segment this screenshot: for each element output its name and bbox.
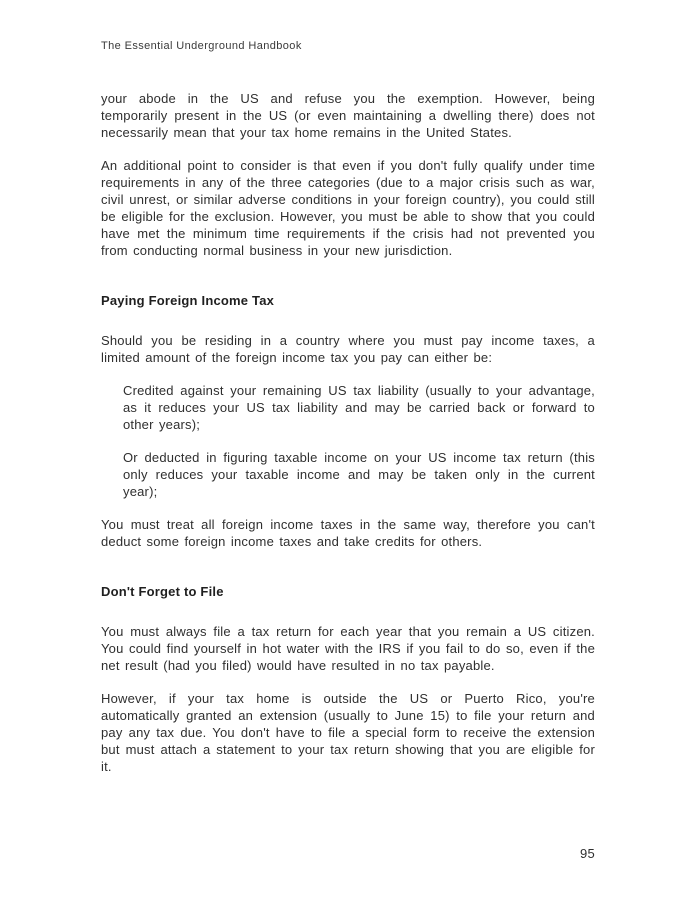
- paragraph: Should you be residing in a country where you must pay income taxes, a limited amount of the foreign income tax you pay can either be:: [101, 333, 595, 365]
- running-header: The Essential Underground Handbook: [101, 40, 302, 52]
- paragraph: An additional point to consider is that even if you don't fully qualify under time requirements in any of the three categories (due to a major crisis such as war, civil unrest, or similar adverse conditions in your foreign country), you could still be eligible for the exclusion. However, you must be able to show that you could have met the minimum time requirements if the crisis had not prevented you from conducting normal business in your new jurisdiction.: [101, 158, 595, 258]
- indented-paragraph: Credited against your remaining US tax liability (usually to your advantage, as it reduces your US tax liability and may be carried back or forward to other years);: [123, 383, 595, 432]
- section-heading-paying-foreign-income-tax: Paying Foreign Income Tax: [101, 293, 275, 308]
- paragraph: You must treat all foreign income taxes in the same way, therefore you can't deduct some foreign income taxes and take credits for others.: [101, 517, 595, 549]
- paragraph: However, if your tax home is outside the US or Puerto Rico, you're automatically granted an extension (usually to June 15) to file your return and pay any tax due. You don't have to file a special form to receive the extension but must attach a statement to your tax return showing that you are eligible for it.: [101, 691, 595, 774]
- page-number: 95: [579, 846, 595, 861]
- section-heading-dont-forget-to-file: Don't Forget to File: [101, 584, 224, 599]
- indented-paragraph: Or deducted in figuring taxable income on your US income tax return (this only reduces your taxable income and may be taken only in the current year);: [123, 450, 595, 499]
- paragraph: your abode in the US and refuse you the exemption. However, being temporarily present in the US (or even maintaining a dwelling there) does not necessarily mean that your tax home remains in the United States.: [101, 91, 595, 140]
- body-text: [101, 90, 595, 775]
- paragraph: You must always file a tax return for each year that you remain a US citizen. You could find yourself in hot water with the IRS if you fail to do so, even if the net result (had you filed) would have resulted in no tax payable.: [101, 624, 595, 673]
